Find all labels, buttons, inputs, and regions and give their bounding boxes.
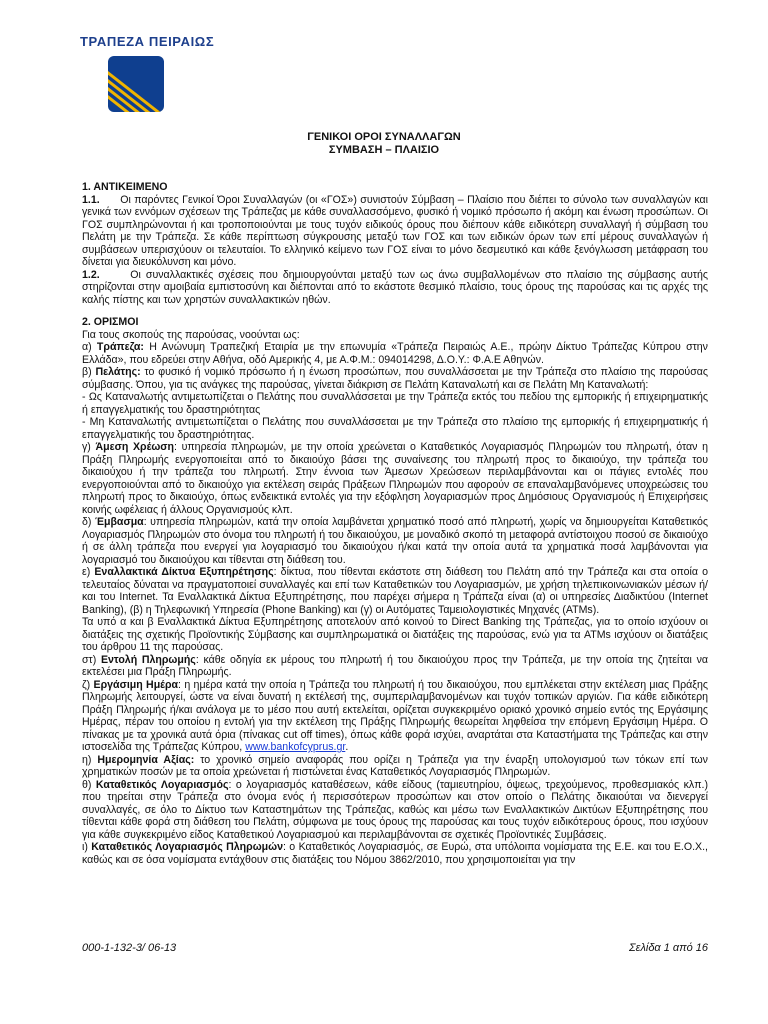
paragraph: 1.2. Οι συναλλακτικές σχέσεις που δημιουργούνται μεταξύ των ως άνω συμβαλλομένων στο πλαίσιο της σύμβασης αυτής στηρίζονται στην αμοιβαία εμπιστοσύνη και διέπονται από το εκάστοτε θεσμικό πλαίσιο, τους όρους της παρούσας και τις αρχές της καλής πίστης και των χρηστών συναλλακτικών ηθών. xyxy=(82,268,708,306)
definition-bullet: - Μη Καταναλωτής αντιμετωπίζεται ο Πελάτης που συναλλάσσεται με την Τράπεζα στο πλαίσιο της εμπορικής ή επιχειρηματικής ή επαγγελματικής του δραστηριότητας. xyxy=(82,416,708,441)
bank-name: ΤΡΑΠΕΖΑ ΠΕΙΡΑΙΩΣ xyxy=(80,34,215,49)
section-heading: 2. ΟΡΙΣΜΟΙ xyxy=(82,316,139,328)
bank-logo xyxy=(108,56,164,112)
definition-item: η) Ημερομηνία Αξίας: το χρονικό σημείο αναφοράς που ορίζει η Τράπεζα για την έναρξη υπολογισμού των τόκων επί των χρηματικών ποσών με τα οποία χρεώνεται ή πιστώνεται ένας Καταθετικός Λογαριασμός Πληρωμών. xyxy=(82,753,708,778)
definition-item: στ) Εντολή Πληρωμής: κάθε οδηγία εκ μέρους του πληρωτή ή του δικαιούχου προς την Τράπεζα, με την οποία της ζητείται να εκτελέσει μια Πράξη Πληρωμής. xyxy=(82,653,708,678)
definition-bullet: - Ως Καταναλωτής αντιμετωπίζεται ο Πελάτης που συναλλάσσεται με την Τράπεζα εκτός του πεδίου της εμπορικής ή επιχειρηματικής ή επαγγελματικής του δραστηριότητας xyxy=(82,391,708,416)
bank-website-link[interactable]: www.bankofcyprus.gr xyxy=(245,741,346,753)
definition-item: α) Τράπεζα: Η Ανώνυμη Τραπεζική Εταιρία με την επωνυμία «Τράπεζα Πειραιώς Α.Ε., πρώην Δίκτυο Τράπεζας Κύπρου στην Ελλάδα», που εδρεύει στην Αθήνα, οδό Αμερικής 4, με Α.Φ.Μ.: 094014298, Δ.Ο.Υ.: Φ.Α.Ε Αθηνών. xyxy=(82,341,708,366)
definition-item: δ) Έμβασμα: υπηρεσία πληρωμών, κατά την οποία λαμβάνεται χρηματικό ποσό από πληρωτή, χωρίς να δημιουργείται Καταθετικός Λογαριασμός Πληρωμών στο όνομα του πληρωτή ή του δικαιούχου, με μοναδικό σκοπό τη μεταφορά αντίστοιχου ποσού σε δικαιούχο ή σε άλλη τράπεζα που ενεργεί για λογαριασμό του δικαιούχου ή/και κατά την οποία αυτά τα χρηματικά ποσά λαμβάνονται για λογαριασμό του δικαιούχου και τίθενται στη διάθεση του. xyxy=(82,516,708,566)
section-heading: 1. ΑΝΤΙΚΕΙΜΕΝΟ xyxy=(82,181,168,193)
paragraph: Για τους σκοπούς της παρούσας, νοούνται ως: xyxy=(82,328,300,341)
document-body xyxy=(82,181,708,866)
definition-item: ε) Εναλλακτικά Δίκτυα Εξυπηρέτησης: δίκτυα, που τίθενται εκάστοτε στη διάθεση του Πελάτη από την Τράπεζα και στα οποία ο τελευταίος δύναται να πραγματοποιεί συναλλαγές και επί των Καταθετικών του Λογαριασμών, με χρήση τηλεπικοινωνιακών μέσων ή/και του Internet. Τα Εναλλακτικά Δίκτυα Εξυπηρέτησης, που παρέχει σήμερα η Τράπεζα είναι (α) οι υπηρεσίες Διαδικτύου (Internet Banking), (β) η Τηλεφωνική Υπηρεσία (Phone Banking) και (γ) οι Αυτόματες Ταμειολογιστικές Μηχανές (ATMs). xyxy=(82,566,708,616)
definition-item: ι) Καταθετικός Λογαριασμός Πληρωμών: ο Καταθετικός Λογαριασμός, σε Ευρώ, στα υπόλοιπα νομίσματα της Ε.Ε. και του Ε.Ο.Χ., καθώς και σε όσα νομίσματα εντάχθουν στις διατάξεις του Νόμου 3862/2010, που χρησιμοποιείται για την xyxy=(82,841,708,866)
definition-item: ζ) Εργάσιμη Ημέρα: η ημέρα κατά την οποία η Τράπεζα του πληρωτή ή του δικαιούχου, που εμπλέκεται στην εκτέλεση μιας Πράξης Πληρωμής λειτουργεί, ώστε να είναι δυνατή η εκτέλεσή της, συμπεριλαμβανομένων και τυχόν τοπικών αργιών. Για κάθε ειδικότερη Πράξη Πληρωμής ή/και ανάλογα με το μέσο που αυτή εκτελείται, ορίζεται συγκεκριμένο οριακό χρονικό σημείο εντός της Εργάσιμης Ημέρας, πέραν του οποίου η εντολή για την εκτέλεση της Πράξης Πληρωμής θεωρείται ληφθείσα την επόμενη Εργάσιμη Ημέρα. Ο πίνακας με τα χρονικά αυτά όρια (πίνακας cut off times), όπως κάθε φορά ισχύει, αναρτάται στα Καταστήματα της Τράπεζας και στην ιστοσελίδα της Τράπεζας Κύπρου, www.bankofcyprus.gr. xyxy=(82,678,708,753)
definition-item: θ) Καταθετικός Λογαριασμός: ο λογαριασμός καταθέσεων, κάθε είδους (ταμιευτηρίου, όψεως, τρεχούμενος, προθεσμιακός κλπ.) που τηρείται στην Τράπεζα στο όνομα ενός ή περισσότερων προσώπων και στον οποίο ο Πελάτης δικαιούται να διενεργεί συναλλαγές, σε όλο το Δίκτυο των Καταστημάτων της Τράπεζας, καθώς και μέσω των Εναλλακτικών Δικτύων Εξυπηρέτησης που τίθενται κάθε φορά στη διάθεση του Πελάτη, σύμφωνα με τους όρους της παρούσας και τους τυχόν ειδικότερους όρους, που ισχύουν για κάθε συγκεκριμένο είδος Καταθετικού Λογαριασμού και περιλαμβάνονται σε σχετικές Προϊοντικές Συμβάσεις. xyxy=(82,778,708,841)
document-subtitle: ΣΥΜΒΑΣΗ – ΠΛΑΙΣΙΟ xyxy=(328,144,440,156)
paragraph: 1.1. Οι παρόντες Γενικοί Όροι Συναλλαγών (οι «ΓΟΣ») συνιστούν Σύμβαση – Πλαίσιο που διέπει το σύνολο των συναλλαγών και γενικά των εννόμων σχέσεων της Τράπεζας με κάθε συναλλασσόμενο, φυσικό ή νομικό πρόσωπο ή ακόμη και ένωση προσώπων. Οι ΓΟΣ συμπληρώνονται ή και τροποποιούνται με τους τυχόν ειδικούς όρους που διέπουν κάθε ειδικότερη συναλλαγή ή σύμβαση του Πελάτη με την Τράπεζα. Σε κάθε περίπτωση σύγκρουσης μεταξύ των ΓΟΣ και των ειδικών όρων των επί μέρους συναλλαγών ή συμβάσεων υπερισχύουν οι τελευταίοι. Το ελληνικό κείμενο των ΓΟΣ είναι το μόνο δεσμευτικό και κάθε ξενόγλωσση μετάφραση του δίνεται για διευκόλυνση και μόνο. xyxy=(82,193,708,268)
document-title: ΓΕΝΙΚΟΙ ΟΡΟΙ ΣΥΝΑΛΛΑΓΩΝ xyxy=(307,131,461,143)
paragraph: Τα υπό α και β Εναλλακτικά Δίκτυα Εξυπηρέτησης αποτελούν από κοινού το Direct Banking της Τράπεζας, για το οποίο ισχύουν οι διατάξεις της σχετικής Προϊοντικής Σύμβασης και συμπληρωματικά οι διατάξεις της παρούσας, ενώ για τα ATMs ισχύουν οι διατάξεις του άρθρου 11 της παρούσας. xyxy=(82,616,708,653)
definition-item: β) Πελάτης: το φυσικό ή νομικό πρόσωπο ή η ένωση προσώπων, που συναλλάσσεται με την Τράπεζα στο πλαίσιο της παρούσας σύμβασης. Όπου, για τις ανάγκες της παρούσας, γίνεται διάκριση σε Πελάτη Καταναλωτή και σε Πελάτη Μη Καταναλωτή: xyxy=(82,366,708,391)
page-number: Σελίδα 1 από 16 xyxy=(629,942,708,954)
definition-item: γ) Άμεση Χρέωση: υπηρεσία πληρωμών, με την οποία χρεώνεται ο Καταθετικός Λογαριασμός Πληρωμών του πληρωτή, όταν η Πράξη Πληρωμής ενεργοποιείται από το δικαιούχο βάσει της συναίνεσης του πληρωτή προς το δικαιούχο, την τράπεζα του δικαιούχου ή την τράπεζα του πληρωτή. Στην έννοια των Άμεσων Χρεώσεων περιλαμβάνονται και οι πάγιες εντολές που ενεργοποιούνται από το δικαιούχο για εκτέλεση σειράς Πράξεων Πληρωμών που αφορούν σε επαναλαμβανόμενες υποχρεώσεις του πληρωτή προς το δικαιούχο, όπως ενδεικτικά εντολές για την εξόφληση λογαριασμών προς Δημόσιους Οργανισμούς ή Επιχειρήσεις κοινής ωφέλειας ή άλλους Οργανισμούς κλπ. xyxy=(82,441,708,516)
document-code: 000-1-132-3/ 06-13 xyxy=(82,942,177,954)
